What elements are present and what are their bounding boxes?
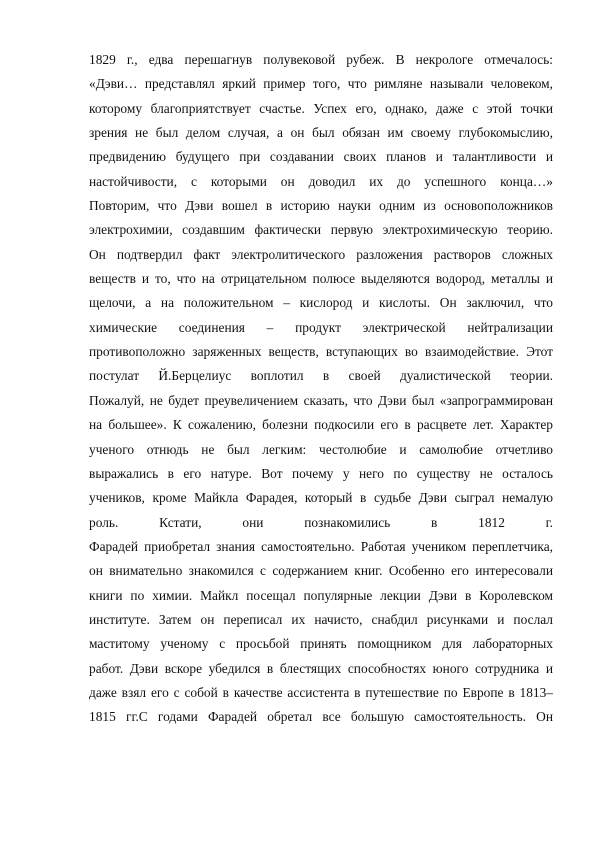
text-line: предвидению будущего при создавании своих планов и талантливости и bbox=[89, 149, 553, 165]
text-line: постулат Й.Берцелиус воплотил в своей дуалистической теории. bbox=[89, 368, 553, 384]
text-line: которому благоприятствует счастье. Успех его, однако, даже с этой точки bbox=[89, 100, 553, 116]
text-line: книги по химии. Майкл посещал популярные лекции Дэви в Королевском bbox=[89, 587, 553, 603]
text-line: Повторим, что Дэви вошел в историю науки одним из основоположников bbox=[89, 198, 553, 214]
text-line: учеников, кроме Майкла Фарадея, который в судьбе Дэви сыграл немалую bbox=[89, 490, 553, 506]
text-line: Он подтвердил факт электролитического разложения растворов сложных bbox=[89, 246, 553, 262]
text-line: институте. Затем он переписал их начисто, снабдил рисунками и послал bbox=[89, 611, 553, 627]
text-line: роль. Кстати, они познакомились в 1812 г. bbox=[89, 514, 553, 530]
text-line: электрохимии, создавшим фактически первую электрохимическую теорию. bbox=[89, 222, 553, 238]
text-line: выражались в его натуре. Вот почему у него по существу не осталось bbox=[89, 465, 553, 481]
text-line: Фарадей приобретал знания самостоятельно. Работая учеником переплетчика, bbox=[89, 538, 553, 554]
text-line: щелочи, а на положительном – кислород и кислоты. Он заключил, что bbox=[89, 295, 553, 311]
text-line: настойчивости, с которыми он доводил их до успешного конца…» bbox=[89, 173, 553, 189]
text-line: веществ и то, что на отрицательном полюсе выделяются водород, металлы и bbox=[89, 271, 553, 287]
text-line: 1815 гг.С годами Фарадей обретал все большую самостоятельность. Он bbox=[89, 709, 553, 725]
text-line: маститому ученому с просьбой принять помощником для лабораторных bbox=[89, 636, 553, 652]
text-line: Пожалуй, не будет преувеличением сказать, что Дэви был «запрограммирован bbox=[89, 392, 553, 408]
text-line: противоположно заряженных веществ, вступающих во взаимодействие. Этот bbox=[89, 344, 553, 360]
text-line: он внимательно знакомился с содержанием книг. Особенно его интересовали bbox=[89, 563, 553, 579]
text-line: даже взял его с собой в качестве ассистента в путешествие по Европе в 1813– bbox=[89, 684, 553, 700]
text-line: химические соединения – продукт электрической нейтрализации bbox=[89, 319, 553, 335]
text-line: зрения не был делом случая, а он был обязан им своему глубокомыслию, bbox=[89, 125, 553, 141]
body-text bbox=[89, 48, 553, 730]
text-line: на большее». К сожалению, болезни подкосили его в расцвете лет. Характер bbox=[89, 417, 553, 433]
text-line: работ. Дэви вскоре убедился в блестящих способностях юного сотрудника и bbox=[89, 660, 553, 676]
text-line: ученого отнюдь не был легким: честолюбие и самолюбие отчетливо bbox=[89, 441, 553, 457]
text-line: 1829 г., едва перешагнув полувековой рубеж. В некрологе отмечалось: bbox=[89, 52, 553, 67]
text-line: «Дэви… представлял яркий пример того, что римляне называли человеком, bbox=[89, 76, 553, 92]
